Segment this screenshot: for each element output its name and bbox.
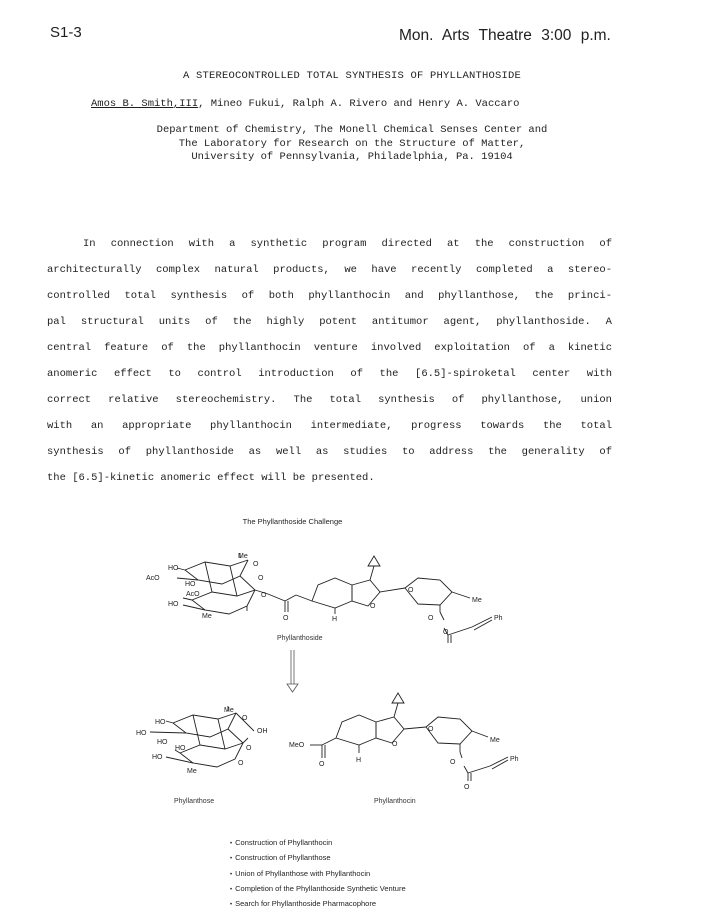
abstract-line: controlled total synthesis of both phyllanthocin and phyllanthose, the princi- xyxy=(47,290,612,302)
session-day: Mon. xyxy=(399,27,434,44)
abstract xyxy=(47,231,612,491)
abstract-line: synthesis of phyllanthoside as well as studies to address the generality of xyxy=(47,446,612,458)
atom-label: HO xyxy=(168,601,179,608)
atom-label: O xyxy=(261,592,267,599)
abstract-line: In connection with a synthetic program directed at the construction of xyxy=(83,238,612,250)
author-line xyxy=(91,98,519,110)
atom-label: Me xyxy=(202,613,212,620)
phyllanthose-structure xyxy=(150,706,254,767)
atom-label: O xyxy=(464,784,470,791)
abstract-line: anomeric effect to control introduction of the [6.5]-spiroketal center with xyxy=(47,368,612,380)
atom-label: O xyxy=(370,603,376,610)
scheme-title: The Phyllanthoside Challenge xyxy=(242,517,343,526)
atom-label: O xyxy=(283,615,289,622)
atom-label: HO xyxy=(152,754,163,761)
goal-item: • Search for Phyllanthoside Pharmacophore xyxy=(230,897,406,912)
abstract-line: the [6.5]-kinetic anomeric effect will be presented. xyxy=(47,472,375,484)
atom-label: Me xyxy=(238,553,248,560)
conversion-arrow xyxy=(287,650,298,692)
atom-label: HO xyxy=(136,730,147,737)
atom-label: HO xyxy=(185,581,196,588)
atom-label: O xyxy=(450,759,456,766)
structure-caption: Phyllanthoside xyxy=(277,635,323,642)
affiliation-line: The Laboratory for Research on the Structure of Matter, xyxy=(178,137,526,150)
atom-label: MeO xyxy=(289,742,305,749)
atom-label: O xyxy=(443,629,449,636)
atom-label: O xyxy=(408,587,414,594)
session-code: S1-3 xyxy=(50,24,82,41)
atom-label: O xyxy=(246,745,252,752)
atom-label: H xyxy=(332,616,338,623)
atom-label: HO xyxy=(157,739,168,746)
goal-item: • Construction of Phyllanthose xyxy=(230,851,406,866)
atom-label: Ph xyxy=(494,615,503,622)
structure-caption: Phyllanthocin xyxy=(374,798,416,805)
structure-caption: Phyllanthose xyxy=(174,798,215,805)
abstract-line: with an appropriate phyllanthocin intermediate, progress towards the total xyxy=(47,420,612,432)
atom-label: Me xyxy=(224,707,234,714)
abstract-line: architecturally complex natural products, we have recently completed a stereo- xyxy=(47,264,612,276)
atom-label: O xyxy=(319,761,325,768)
atom-label: Me xyxy=(472,597,482,604)
atom-label: OH xyxy=(257,728,268,735)
phyllanthocin-structure xyxy=(310,693,508,781)
affiliation xyxy=(0,124,704,165)
session-time: 3:00 p.m. xyxy=(541,27,611,44)
abstract-line: correct relative stereochemistry. The total synthesis of phyllanthose, union xyxy=(47,394,612,406)
session-venue: Arts Theatre xyxy=(441,27,532,44)
atom-label: AcO xyxy=(186,591,200,598)
goals-list xyxy=(230,836,406,912)
atom-label: O xyxy=(428,615,434,622)
atom-label: AcO xyxy=(146,575,160,582)
abstract-line: pal structural units of the highly potent antitumor agent, phyllanthoside. A xyxy=(47,316,612,328)
goal-item: • Construction of Phyllanthocin xyxy=(230,836,406,851)
atom-label: Ph xyxy=(510,756,519,763)
paper-title: A STEREOCONTROLLED TOTAL SYNTHESIS OF PHYLLANTHOSIDE xyxy=(182,70,522,82)
atom-label: O xyxy=(242,715,248,722)
atom-label: O xyxy=(392,741,398,748)
atom-label: O xyxy=(238,760,244,767)
atom-label: HO xyxy=(175,745,186,752)
atom-label: Me xyxy=(187,768,197,775)
atom-label: O xyxy=(253,561,259,568)
affiliation-line: University of Pennsylvania, Philadelphia, Pa. 19104 xyxy=(191,151,513,163)
atom-label: O xyxy=(428,726,434,733)
atom-label: O xyxy=(258,575,264,582)
atom-label: HO xyxy=(168,565,179,572)
affiliation-line: Department of Chemistry, The Monell Chemical Senses Center and xyxy=(156,124,548,136)
presenting-author: Amos B. Smith,III xyxy=(91,98,199,110)
abstract-line: central feature of the phyllanthocin venture involved exploitation of a kinetic xyxy=(47,342,612,354)
goal-item: • Union of Phyllanthose with Phyllanthocin xyxy=(230,867,406,882)
atom-label: H xyxy=(356,757,362,764)
coauthors: , Mineo Fukui, Ralph A. Rivero and Henry A. Vaccaro xyxy=(198,98,520,110)
goal-item: • Completion of the Phyllanthoside Synthetic Venture xyxy=(230,882,406,897)
session-info xyxy=(399,27,611,45)
atom-label: HO xyxy=(155,719,166,726)
atom-label: Me xyxy=(490,737,500,744)
